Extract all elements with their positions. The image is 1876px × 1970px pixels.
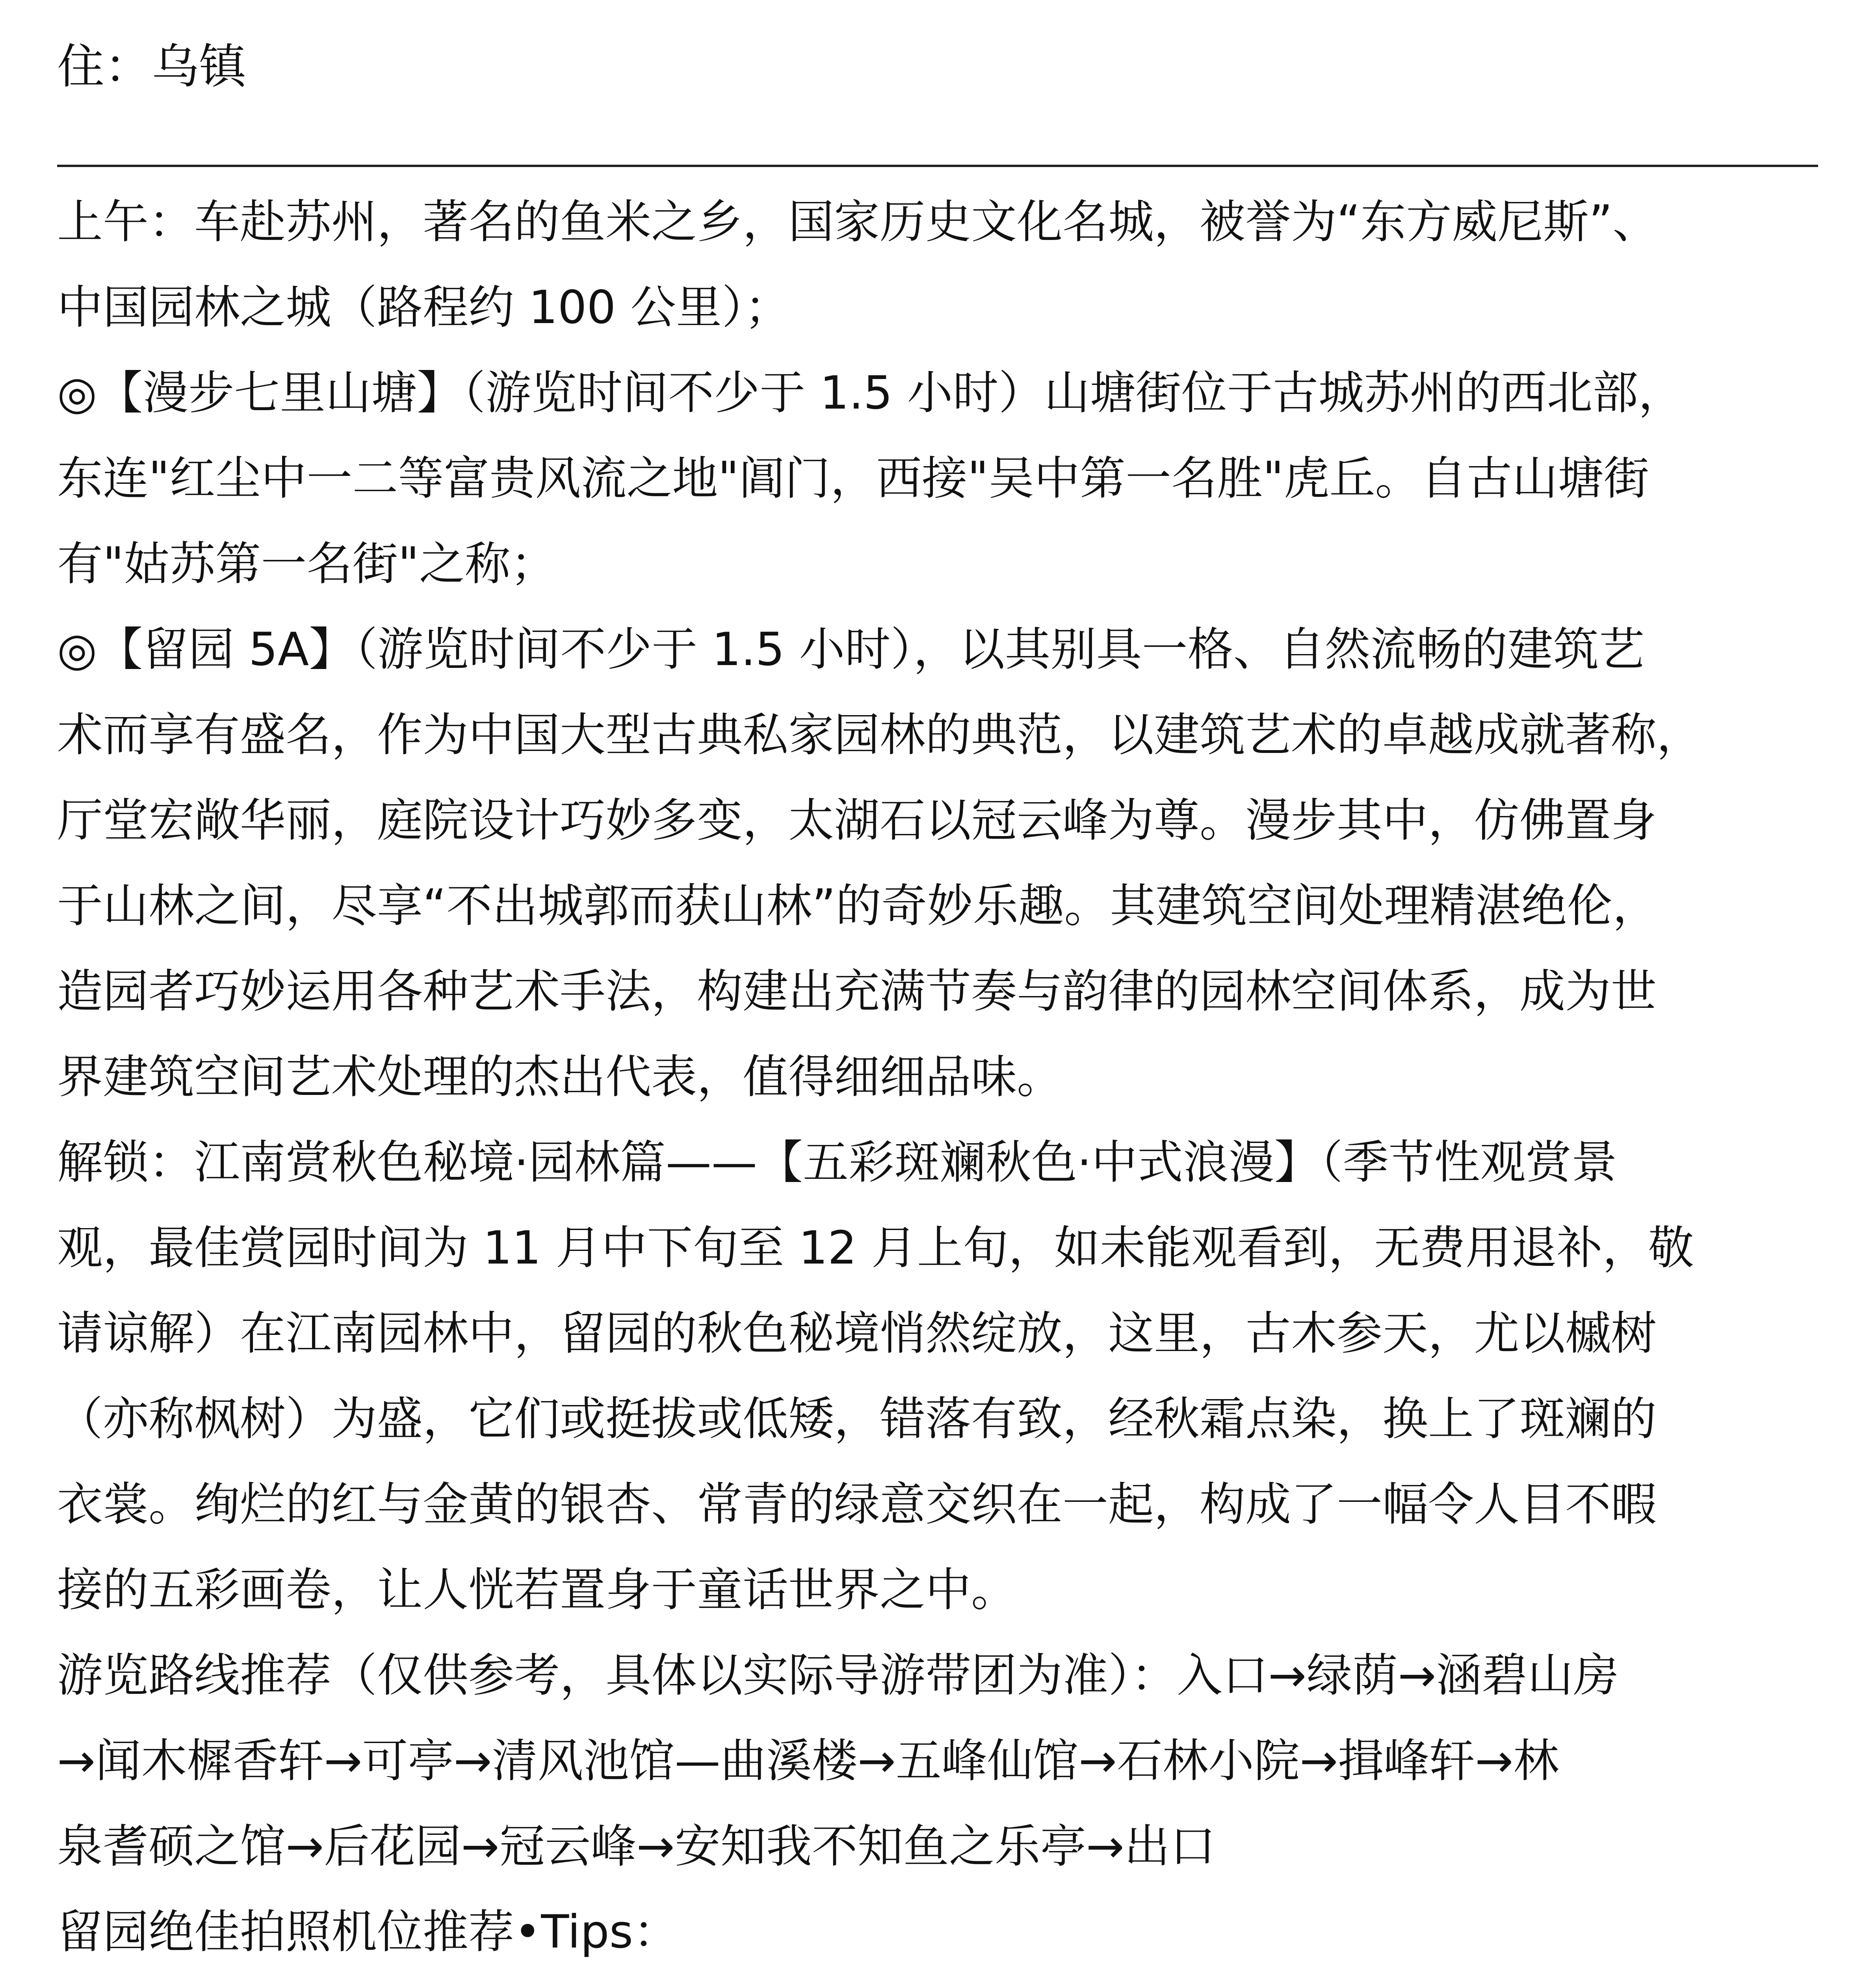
line-unlock-2: 观，最佳赏园时间为 11 月中下旬至 12 月上旬，如未能观看到，无费用退补，敬: [57, 1221, 1694, 1275]
line-liuyuan-1: ◎【留园 5A】（游览时间不少于 1.5 小时），以其别具一格、自然流畅的建筑艺: [57, 623, 1645, 676]
line-unlock-4: （亦称枫树）为盛，它们或挺拔或低矮，错落有致，经秋霜点染，换上了斑斓的: [57, 1392, 1657, 1446]
line-route-2: →闻木樨香轩→可亭→清风池馆—曲溪楼→五峰仙馆→石林小院→揖峰轩→林: [57, 1734, 1559, 1788]
line-unlock-3: 请谅解）在江南园林中，留园的秋色秘境悄然绽放，这里，古木参天，尤以槭树: [57, 1307, 1657, 1360]
line-liuyuan-3: 厅堂宏敞华丽，庭院设计巧妙多变，太湖石以冠云峰为尊。漫步其中，仿佛置身: [57, 794, 1657, 847]
line-tips-title: 留园绝佳拍照机位推荐•Tips：: [57, 1905, 679, 1959]
line-shantang-3: 有"姑苏第一名街"之称；: [57, 537, 556, 591]
line-morning-2: 中国园林之城（路程约 100 公里）；: [57, 281, 791, 334]
line-unlock-5: 衣裳。绚烂的红与金黄的银杏、常青的绿意交织在一起，构成了一幅令人目不暇: [57, 1478, 1657, 1531]
line-liuyuan-6: 界建筑空间艺术处理的杰出代表，值得细细品味。: [57, 1050, 1062, 1104]
horizontal-rule: [57, 165, 1818, 167]
line-morning-1: 上午：车赴苏州，著名的鱼米之乡，国家历史文化名城，被誉为“东方威尼斯”、: [57, 195, 1659, 249]
line-unlock-1: 解锁：江南赏秋色秘境·园林篇——【五彩斑斓秋色·中式浪漫】（季节性观赏景: [57, 1136, 1617, 1189]
line-route-3: 泉耆硕之馆→后花园→冠云峰→安知我不知鱼之乐亭→出口: [57, 1820, 1216, 1873]
itinerary-body: [57, 179, 1818, 1970]
line-liuyuan-2: 术而享有盛名，作为中国大型古典私家园林的典范，以建筑艺术的卓越成就著称，: [57, 708, 1702, 762]
line-liuyuan-5: 造园者巧妙运用各种艺术手法，构建出充满节奏与韵律的园林空间体系，成为世: [57, 965, 1657, 1018]
line-route-1: 游览路线推荐（仅供参考，具体以实际导游带团为准）：入口→绿荫→涵碧山房: [57, 1649, 1619, 1702]
line-shantang-1: ◎【漫步七里山塘】（游览时间不少于 1.5 小时）山塘街位于古城苏州的西北部，: [57, 366, 1684, 420]
stay-line: 住：乌镇: [57, 39, 246, 94]
line-shantang-2: 东连"红尘中一二等富贵风流之地"阊门，西接"吴中第一名胜"虎丘。自古山塘街: [57, 452, 1649, 505]
line-unlock-6: 接的五彩画卷，让人恍若置身于童话世界之中。: [57, 1563, 1017, 1617]
line-liuyuan-4: 于山林之间，尽享“不出城郭而获山林”的奇妙乐趣。其建筑空间处理精湛绝伦，: [57, 879, 1659, 933]
